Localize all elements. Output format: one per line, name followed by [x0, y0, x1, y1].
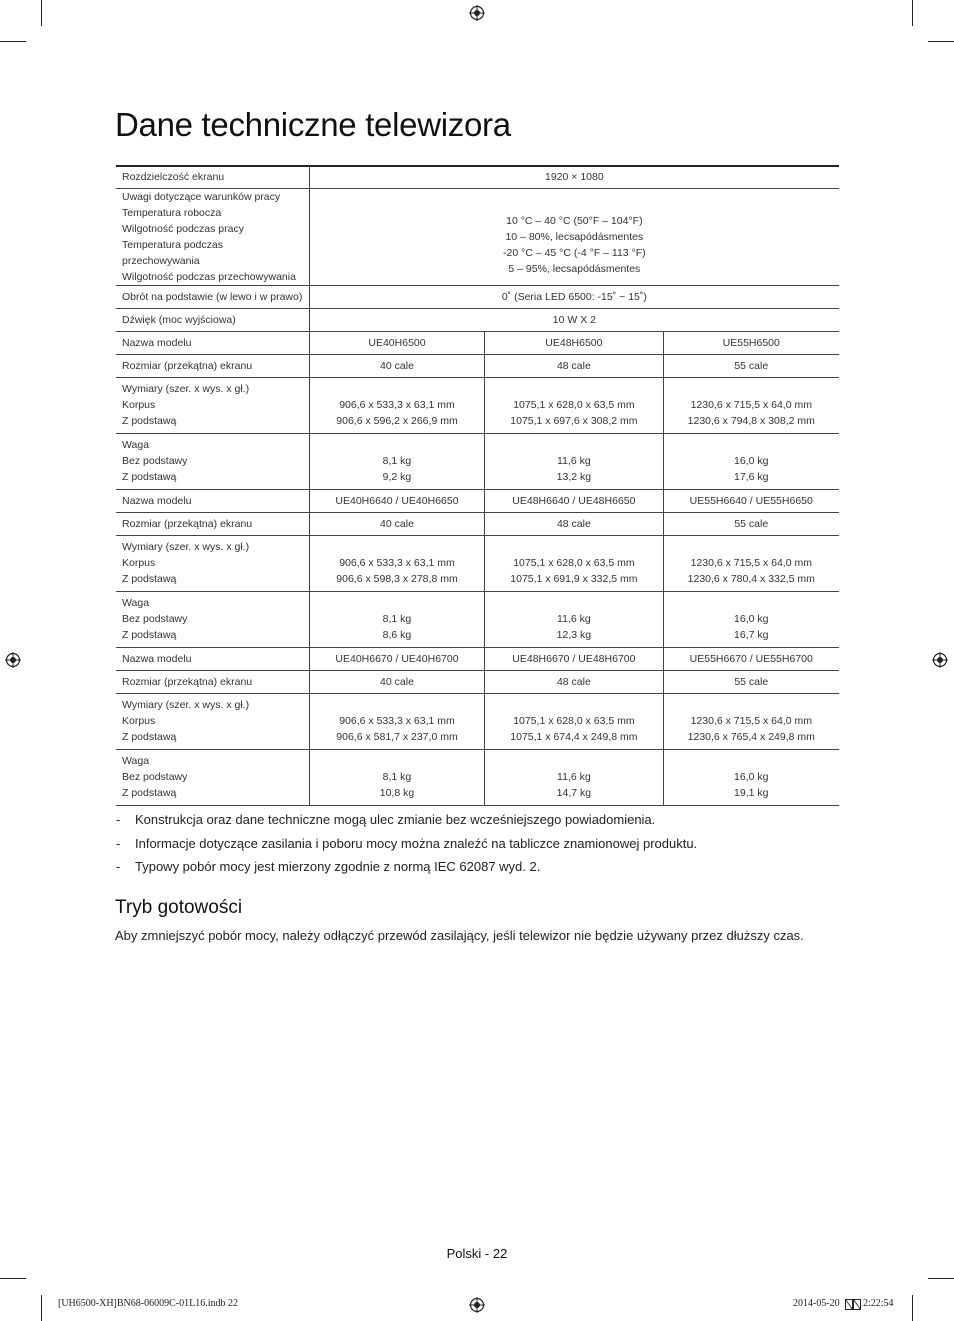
spec-label-line: Wymiary (szer. x wys. x gł.)	[122, 383, 250, 395]
spec-label	[116, 285, 309, 308]
spec-value-line: UE55H6670 / UE55H6700	[689, 652, 813, 665]
spec-value-model-2	[485, 535, 663, 591]
spec-row	[116, 354, 839, 377]
spec-label-line: Z podstawą	[122, 629, 177, 641]
spec-value-line: 1230,6 x 715,5 x 64,0 mm	[690, 399, 812, 411]
spec-row	[116, 512, 839, 535]
spec-value-line: 40 cale	[380, 359, 414, 372]
spec-value-line: 1075,1 x 628,0 x 63,5 mm	[513, 399, 635, 411]
spec-value-line: 40 cale	[380, 675, 414, 688]
crop-mark-top-left-v	[41, 0, 42, 26]
spec-row	[116, 749, 839, 805]
spec-value-line: 48 cale	[556, 517, 591, 530]
spec-value-line: 906,6 x 596,2 x 266,9 mm	[336, 415, 458, 427]
notes-list	[116, 811, 697, 882]
spec-value-line: 906,6 x 533,3 x 63,1 mm	[339, 557, 455, 569]
spec-value-line: UE40H6670 / UE40H6700	[335, 652, 459, 665]
spec-label-line: Waga	[122, 597, 150, 609]
spec-value-model-2	[485, 377, 663, 433]
spec-value-model-3	[663, 331, 839, 354]
spec-value-line: 1075,1 x 697,6 x 308,2 mm	[510, 415, 638, 427]
spec-value-line: 40 cale	[380, 517, 414, 530]
spec-value-line: 906,6 x 533,3 x 63,1 mm	[339, 715, 455, 727]
spec-value-line: 10,8 kg	[379, 787, 415, 799]
crop-mark-bottom-right-h	[928, 1278, 954, 1279]
spec-label-line: Dźwięk (moc wyjściowa)	[122, 313, 236, 326]
spec-value-line: 1075,1 x 628,0 x 63,5 mm	[513, 715, 635, 727]
spec-label-line: Temperatura robocza	[122, 206, 222, 219]
spec-value-line: UE55H6640 / UE55H6650	[689, 494, 813, 507]
spec-value-line: 16,7 kg	[734, 629, 769, 641]
spec-value-line: UE40H6640 / UE40H6650	[335, 494, 459, 507]
note-text: Typowy pobór mocy jest mierzony zgodnie z normą IEC 62087 wyd. 2.	[135, 859, 541, 874]
footer-date: 2014-05-20	[793, 1298, 840, 1309]
spec-value-line: 1075,1 x 674,4 x 249,8 mm	[510, 731, 638, 743]
spec-value-line: 906,6 x 533,3 x 63,1 mm	[339, 399, 455, 411]
registration-mark-icon	[469, 5, 485, 21]
standby-text: Aby zmniejszyć pobór mocy, należy odłączyć przewód zasilający, jeśli telewizor nie będzie używany przez dłuższy czas.	[115, 928, 804, 943]
spec-value-merged	[309, 188, 839, 285]
spec-value-line: 17,6 kg	[734, 471, 769, 483]
crop-mark-bottom-right-v	[912, 1295, 913, 1321]
spec-value-model-2	[485, 331, 663, 354]
note-text: Informacje dotyczące zasilania i poboru mocy można znaleźć na tabliczce znamionowej produktu.	[135, 835, 698, 851]
spec-label-line: Wilgotność podczas pracy	[122, 222, 244, 235]
spec-label-line: Rozmiar (przekątna) ekranu	[122, 675, 253, 688]
spec-value-line: 1230,6 x 715,5 x 64,0 mm	[690, 557, 812, 569]
spec-label-line: Waga	[122, 439, 150, 451]
spec-label-line: Temperatura podczas przechowywania	[122, 238, 223, 267]
spec-value-merged	[309, 285, 839, 308]
spec-label-line: Wymiary (szer. x wys. x gł.)	[122, 699, 250, 711]
spec-value-model-1	[309, 647, 485, 670]
spec-value-line: 906,6 x 598,3 x 278,8 mm	[336, 573, 458, 585]
spec-value-line: 16,0 kg	[734, 455, 769, 467]
spec-label	[116, 166, 309, 188]
spec-value-line: 1230,6 x 794,8 x 308,2 mm	[687, 415, 815, 427]
spec-label-line: Wymiary (szer. x wys. x gł.)	[122, 541, 250, 553]
spec-value-line: 10 W X 2	[552, 313, 596, 326]
spec-label-line: Bez podstawy	[122, 771, 188, 783]
spec-value-line: 8,6 kg	[382, 629, 412, 641]
spec-value-line: 8,1 kg	[382, 455, 412, 467]
spec-value-line: 55 cale	[734, 675, 769, 688]
spec-label-line: Z podstawą	[122, 731, 177, 743]
spec-value-model-3	[663, 489, 839, 512]
spec-label	[116, 377, 309, 433]
footer-file: [UH6500-XH]BN68-06009C-01L16.indb 22	[58, 1298, 238, 1309]
spec-value-model-1	[309, 693, 485, 749]
spec-value-model-1	[309, 331, 485, 354]
spec-value-merged	[309, 166, 839, 188]
crop-mark-top-right-h	[928, 41, 954, 42]
spec-label	[116, 354, 309, 377]
spec-value-line: 10 – 80%, lecsapódásmentes	[505, 230, 644, 243]
spec-row	[116, 489, 839, 512]
spec-value-model-2	[485, 647, 663, 670]
spec-label	[116, 331, 309, 354]
page-number: Polski - 22	[446, 1246, 508, 1261]
spec-value-model-1	[309, 749, 485, 805]
spec-value-line: 14,7 kg	[556, 787, 592, 799]
registration-mark-icon	[469, 1297, 485, 1313]
spec-value-model-3	[663, 377, 839, 433]
spec-value-line: 48 cale	[556, 359, 591, 372]
spec-row	[116, 331, 839, 354]
spec-value-line: 11,6 kg	[557, 771, 591, 783]
spec-value-model-1	[309, 535, 485, 591]
standby-heading: Tryb gotowości	[115, 897, 243, 918]
spec-label-line: Z podstawą	[122, 415, 177, 427]
spec-value-model-3	[663, 535, 839, 591]
spec-value-model-3	[663, 591, 839, 647]
spec-label-line: Bez podstawy	[122, 613, 188, 625]
spec-table-body	[116, 166, 839, 805]
spec-value-model-1	[309, 489, 485, 512]
spec-value-line: 0˚ (Seria LED 6500: -15˚ ~ 15˚)	[501, 290, 647, 303]
spec-label	[116, 647, 309, 670]
spec-value-line: 10 °C – 40 °C (50°F – 104°F)	[506, 214, 643, 227]
spec-label	[116, 433, 309, 489]
spec-value-model-3	[663, 512, 839, 535]
note-dash: -	[116, 812, 121, 827]
spec-value-line: 1230,6 x 780,4 x 332,5 mm	[687, 573, 815, 585]
spec-value-line: 1920 × 1080	[545, 171, 604, 184]
spec-value-line: UE48H6500	[545, 336, 603, 349]
spec-value-model-1	[309, 670, 485, 693]
spec-value-model-1	[309, 354, 485, 377]
spec-value-line: 16,0 kg	[734, 613, 769, 625]
spec-label	[116, 693, 309, 749]
spec-row	[116, 377, 839, 433]
spec-label-line: Waga	[122, 755, 150, 767]
spec-label	[116, 535, 309, 591]
spec-value-model-2	[485, 670, 663, 693]
spec-label-line: Z podstawą	[122, 573, 177, 585]
spec-value-line: 16,0 kg	[734, 771, 769, 783]
spec-value-line: 55 cale	[734, 517, 769, 530]
spec-value-model-3	[663, 670, 839, 693]
spec-label-line: Korpus	[122, 399, 156, 411]
spec-label-line: Rozmiar (przekątna) ekranu	[122, 359, 253, 372]
spec-value-model-2	[485, 693, 663, 749]
spec-label	[116, 512, 309, 535]
spec-value-model-2	[485, 749, 663, 805]
spec-value-line: -20 °C – 45 °C (-4 °F – 113 °F)	[503, 246, 646, 259]
spec-row	[116, 285, 839, 308]
registration-mark-icon	[932, 652, 948, 668]
spec-label-line: Z podstawą	[122, 787, 177, 799]
spec-label-line: Nazwa modelu	[122, 336, 192, 349]
spec-value-line: 13,2 kg	[556, 471, 592, 483]
spec-value-line: UE40H6500	[368, 336, 426, 349]
spec-value-line: UE48H6670 / UE48H6700	[512, 652, 636, 665]
spec-value-line: 5 – 95%, lecsapódásmentes	[508, 262, 641, 275]
spec-value-model-3	[663, 693, 839, 749]
spec-value-line: 1230,6 x 765,4 x 249,8 mm	[687, 731, 815, 743]
spec-label-line: Nazwa modelu	[122, 652, 192, 665]
spec-value-merged	[309, 308, 839, 331]
spec-row	[116, 433, 839, 489]
spec-value-line: 1075,1 x 691,9 x 332,5 mm	[510, 573, 638, 585]
spec-value-line: 19,1 kg	[734, 787, 769, 799]
spec-label-line: Rozmiar (przekątna) ekranu	[122, 517, 253, 530]
page-title: Dane techniczne telewizora	[115, 106, 511, 143]
spec-row	[116, 693, 839, 749]
note-dash: -	[116, 835, 121, 851]
spec-value-line: 48 cale	[556, 675, 591, 688]
spec-value-line: 1230,6 x 715,5 x 64,0 mm	[690, 715, 812, 727]
spec-value-line: 8,1 kg	[382, 771, 412, 783]
date-glyph-icon	[845, 1299, 861, 1310]
spec-row	[116, 591, 839, 647]
spec-value-model-3	[663, 647, 839, 670]
note-item	[116, 858, 697, 882]
spec-label-line: Korpus	[122, 715, 156, 727]
spec-value-model-1	[309, 591, 485, 647]
spec-value-model-2	[485, 591, 663, 647]
spec-value-line: 906,6 x 581,7 x 237,0 mm	[336, 731, 458, 743]
note-item	[116, 835, 697, 859]
spec-value-model-1	[309, 377, 485, 433]
spec-table	[116, 165, 839, 806]
note-dash: -	[116, 859, 121, 874]
spec-row	[116, 647, 839, 670]
spec-value-line: 11,6 kg	[557, 613, 591, 625]
spec-value-line: 12,3 kg	[556, 629, 592, 641]
spec-value-model-2	[485, 354, 663, 377]
spec-label	[116, 489, 309, 512]
spec-value-model-2	[485, 433, 663, 489]
crop-mark-bottom-left-h	[0, 1278, 26, 1279]
spec-value-line: 11,6 kg	[557, 455, 591, 467]
spec-value-model-3	[663, 433, 839, 489]
spec-row	[116, 308, 839, 331]
spec-label	[116, 188, 309, 285]
spec-label-line: Obrót na podstawie (w lewo i w prawo)	[122, 290, 303, 303]
spec-label-line: Rozdzielczość ekranu	[122, 171, 225, 184]
spec-label-line: Wilgotność podczas przechowywania	[122, 270, 296, 283]
spec-value-line: 55 cale	[734, 359, 769, 372]
note-item	[116, 811, 697, 835]
spec-value-line: 9,2 kg	[382, 471, 412, 483]
crop-mark-top-right-v	[912, 0, 913, 26]
spec-label-line: Z podstawą	[122, 471, 177, 483]
spec-label-line: Nazwa modelu	[122, 494, 192, 507]
spec-value-line: 8,1 kg	[382, 613, 412, 625]
crop-mark-top-left-h	[0, 41, 26, 42]
spec-value-model-3	[663, 749, 839, 805]
spec-value-model-2	[485, 512, 663, 535]
spec-row	[116, 670, 839, 693]
spec-value-line: UE55H6500	[722, 336, 780, 349]
spec-label-line: Korpus	[122, 557, 156, 569]
registration-mark-icon	[5, 652, 21, 668]
spec-label-line: Uwagi dotyczące warunków pracy	[122, 190, 281, 203]
spec-label	[116, 308, 309, 331]
spec-row	[116, 188, 839, 285]
spec-value-model-1	[309, 512, 485, 535]
spec-value-line: UE48H6640 / UE48H6650	[512, 494, 636, 507]
footer-time: 2:22:54	[863, 1298, 894, 1309]
spec-row	[116, 535, 839, 591]
spec-label	[116, 591, 309, 647]
spec-label	[116, 670, 309, 693]
crop-mark-bottom-left-v	[41, 1295, 42, 1321]
spec-value-model-2	[485, 489, 663, 512]
spec-label	[116, 749, 309, 805]
spec-row	[116, 166, 839, 188]
spec-label-line: Bez podstawy	[122, 455, 188, 467]
spec-value-line: 1075,1 x 628,0 x 63,5 mm	[513, 557, 635, 569]
note-text: Konstrukcja oraz dane techniczne mogą ulec zmianie bez wcześniejszego powiadomienia.	[135, 812, 656, 827]
spec-value-model-1	[309, 433, 485, 489]
spec-value-model-3	[663, 354, 839, 377]
